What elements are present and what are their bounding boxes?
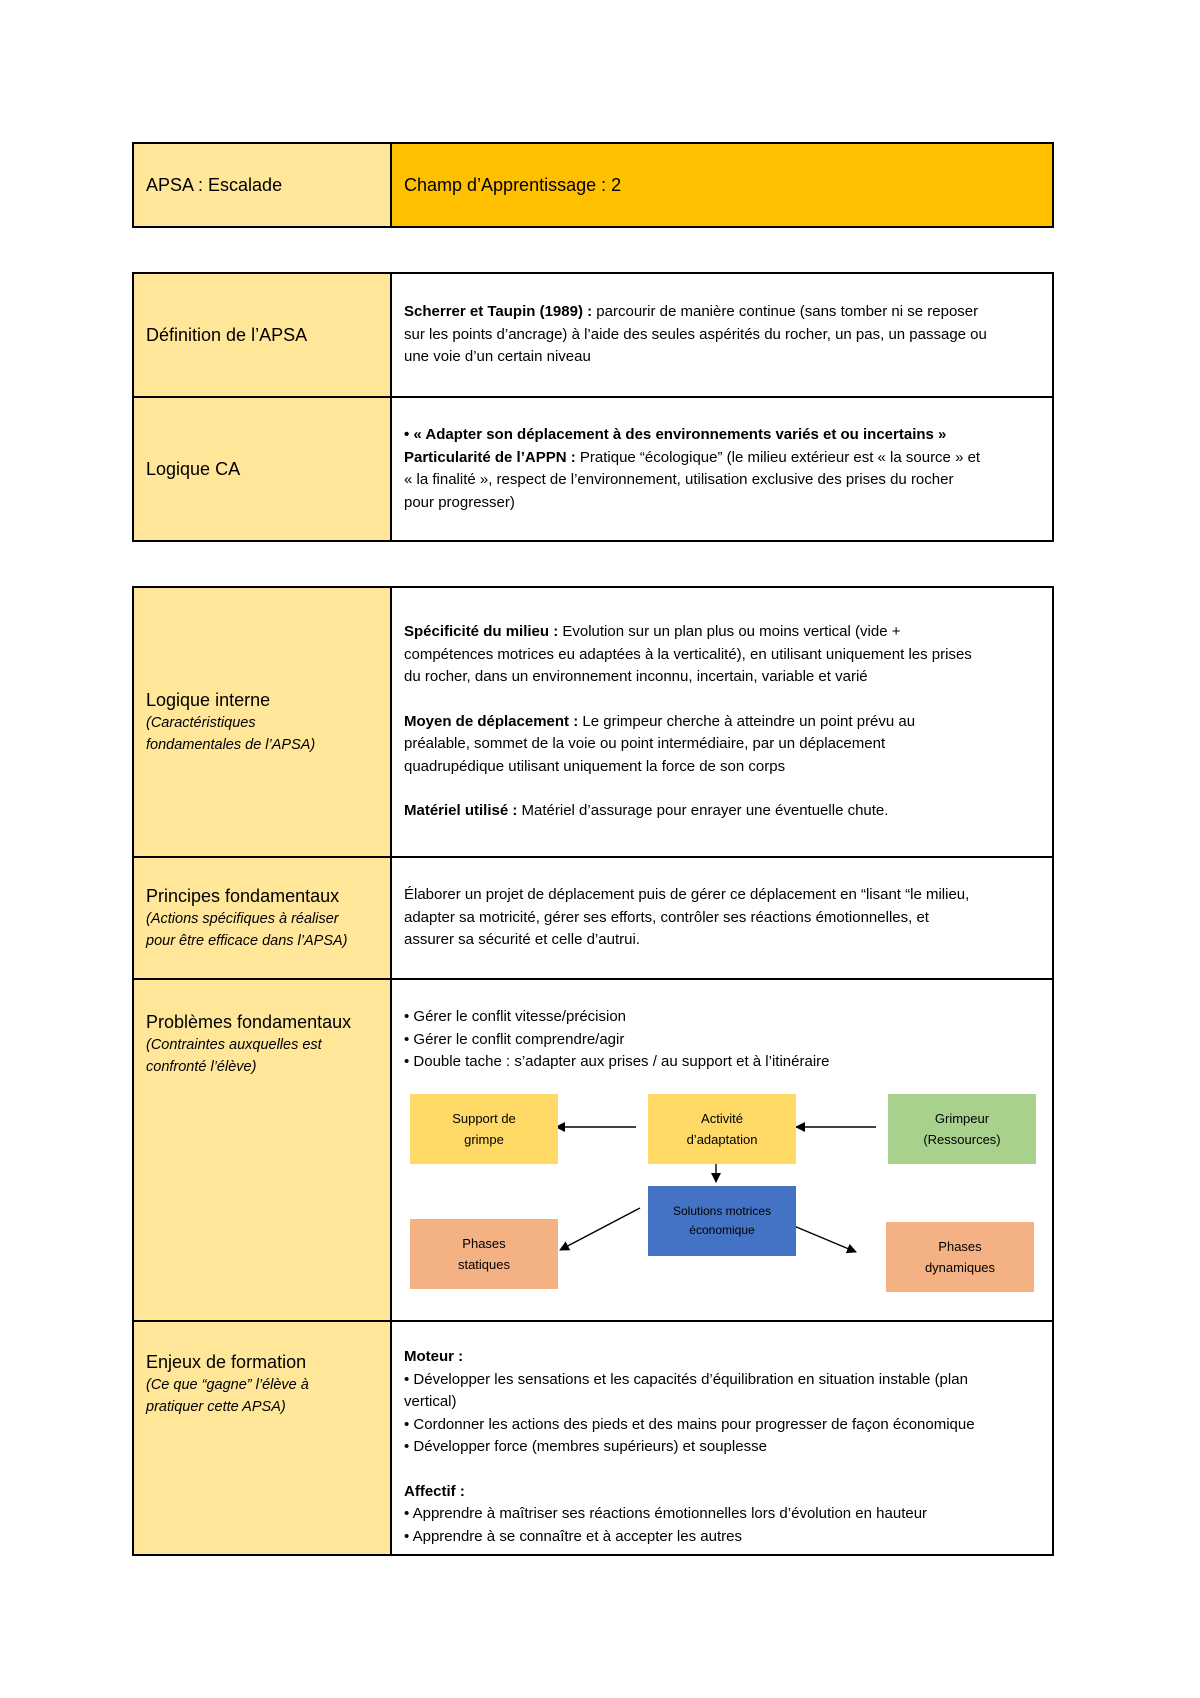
problemes-sub-2: confronté l’élève) (146, 1059, 257, 1075)
logique-ca-row (134, 396, 1052, 540)
solutions-line-1: Solutions motrices (672, 1203, 772, 1218)
support-line-1: Support de (452, 1110, 516, 1126)
statiques-box (410, 1219, 558, 1289)
solutions-line-2: économique (689, 1222, 755, 1237)
activite-line-1: Activité (701, 1110, 743, 1126)
specificite-line-2: compétences motrices eu adaptées à la verticalité), en utilisant uniquement les prises (404, 645, 972, 663)
problemes-sub-1: (Contraintes auxquelles est (146, 1037, 322, 1053)
probleme-item: • Gérer le conflit comprendre/agir (404, 1030, 625, 1048)
definition-row (134, 274, 1052, 396)
champ-cell (392, 144, 1052, 226)
moyen-line-3: quadrupédique utilisant uniquement la force de son corps (404, 757, 786, 775)
apsa-cell (134, 144, 392, 226)
moteur-label: Moteur : (404, 1348, 464, 1365)
arrow-solutions-to-statiques (560, 1208, 640, 1250)
definition-author: Scherrer et Taupin (1989) : (404, 303, 593, 321)
probleme-item: • Gérer le conflit vitesse/précision (404, 1008, 627, 1025)
activite-line-2: d’adaptation (686, 1131, 758, 1147)
affectif-item: • Apprendre à maîtriser ses réactions émotionnelles lors d’évolution en hauteur (404, 1505, 928, 1522)
specificite-label: Spécificité du milieu : (404, 623, 559, 641)
definition-text: parcourir de manière continue (sans tomber ni se reposer (592, 303, 979, 321)
particularite-line-2: « la finalité », respect de l’environnement, utilisation exclusive des prises du rocher (404, 471, 954, 488)
principes-line-1: Élaborer un projet de déplacement puis de gérer ce déplacement en “lisant “le milieu, (404, 886, 970, 904)
principes-sub-1: (Actions spécifiques à réaliser (146, 911, 339, 927)
activite-box (648, 1094, 796, 1164)
dynamiques-box (886, 1222, 1034, 1292)
definition-line-1 (404, 301, 1040, 324)
dynamiques-line-1: Phases (938, 1238, 982, 1254)
statiques-line-1: Phases (462, 1235, 506, 1251)
moyen-label: Moyen de déplacement : (404, 712, 579, 730)
specificite-text: Evolution sur un plan plus ou moins vertical (vide + (558, 623, 901, 641)
logique-ca-content (392, 398, 1052, 540)
arrow-solutions-to-dynamiques (794, 1226, 856, 1252)
enjeux-sub-1: (Ce que “gagne” l’élève à (146, 1377, 309, 1393)
dynamiques-line-2: dynamiques (924, 1259, 996, 1275)
materiel-label: Matériel utilisé : (404, 802, 518, 820)
problemes-label-cell (134, 980, 392, 1320)
moyen-line-1 (404, 711, 1040, 734)
principes-row (134, 856, 1052, 978)
particularite-label: Particularité de l’APPN : (404, 448, 576, 466)
principes-label: Principes fondamentaux (146, 886, 340, 906)
main-table (132, 586, 1054, 1556)
materiel-text: Matériel d’assurage pour enrayer une éventuelle chute. (517, 802, 889, 820)
grimpeur-line-2: (Ressources) (923, 1131, 1001, 1147)
support-line-2: grimpe (464, 1131, 504, 1147)
principes-line-3: assurer sa sécurité et celle d’autrui. (404, 931, 640, 949)
apsa-label: APSA : Escalade (146, 174, 283, 195)
enjeux-content (392, 1322, 1052, 1554)
moteur-item: • Développer les sensations et les capacités d’équilibration en situation instable (plan (404, 1370, 968, 1388)
statiques-line-2: statiques (457, 1256, 511, 1272)
support-box (410, 1094, 558, 1164)
moyen-line-2: préalable, sommet de la voie ou point intermédiaire, par un déplacement (404, 735, 886, 753)
particularite-text: Pratique “écologique” (le milieu extérieur est « la source » et (575, 448, 981, 466)
moteur-item: • Développer force (membres supérieurs) et souplesse (404, 1438, 767, 1455)
logique-interne-label-cell (134, 588, 392, 856)
materiel-line (404, 800, 1040, 823)
principes-content (392, 858, 1052, 978)
particularite-line-1 (404, 447, 1040, 470)
logique-ca-label-cell (134, 398, 392, 540)
definition-content (392, 274, 1052, 396)
definition-line-3: une voie d’un certain niveau (404, 348, 591, 366)
logique-interne-sub-1: (Caractéristiques (146, 715, 256, 731)
problemes-label: Problèmes fondamentaux (146, 1012, 352, 1032)
logique-interne-row (134, 588, 1052, 856)
moteur-item: • Cordonner les actions des pieds et des mains pour progresser de façon économique (404, 1415, 975, 1433)
probleme-item: • Double tache : s’adapter aux prises / au support et à l’itinéraire (404, 1053, 830, 1070)
header-row (134, 144, 1052, 226)
problemes-content (392, 980, 1052, 1320)
champ-label: Champ d’Apprentissage : 2 (404, 174, 622, 195)
header-table (132, 142, 1054, 228)
definition-label: Définition de l’APSA (146, 325, 308, 345)
affectif-item: • Apprendre à se connaître et à accepter les autres (404, 1527, 742, 1545)
definition-label-cell (134, 274, 392, 396)
logique-interne-content (392, 588, 1052, 856)
grimpeur-box (888, 1094, 1036, 1164)
definition-line-2: sur les points d’ancrage) à l’aide des seules aspérités du rocher, un pas, un passage ou (404, 325, 987, 343)
enjeux-row (134, 1320, 1052, 1554)
principes-line-2: adapter sa motricité, gérer ses efforts, contrôler ses réactions émotionnelles, et (404, 908, 929, 926)
definition-table (132, 272, 1054, 542)
adaptation-diagram (400, 1094, 1040, 1318)
enjeux-label: Enjeux de formation (146, 1352, 307, 1372)
grimpeur-line-1: Grimpeur (934, 1110, 990, 1126)
solutions-box (648, 1186, 796, 1256)
moteur-item: vertical) (404, 1393, 457, 1410)
enjeux-label-cell (134, 1322, 392, 1554)
logique-interne-sub-2: fondamentales de l’APSA) (146, 737, 316, 753)
logique-ca-bullet: • « Adapter son déplacement à des environnements variés et ou incertains » (404, 426, 947, 443)
specificite-line-1 (404, 621, 1040, 644)
particularite-line-3: pour progresser) (404, 493, 515, 511)
affectif-label: Affectif : (404, 1482, 465, 1500)
principes-label-cell (134, 858, 392, 978)
specificite-line-3: du rocher, dans un environnement inconnu, incertain, variable et varié (404, 668, 868, 686)
moyen-text: Le grimpeur cherche à atteindre un point prévu au (578, 712, 916, 730)
logique-interne-label: Logique interne (146, 690, 271, 710)
problemes-row (134, 978, 1052, 1320)
enjeux-sub-2: pratiquer cette APSA) (146, 1399, 286, 1415)
principes-sub-2: pour être efficace dans l’APSA) (146, 933, 348, 949)
logique-ca-label: Logique CA (146, 459, 241, 479)
